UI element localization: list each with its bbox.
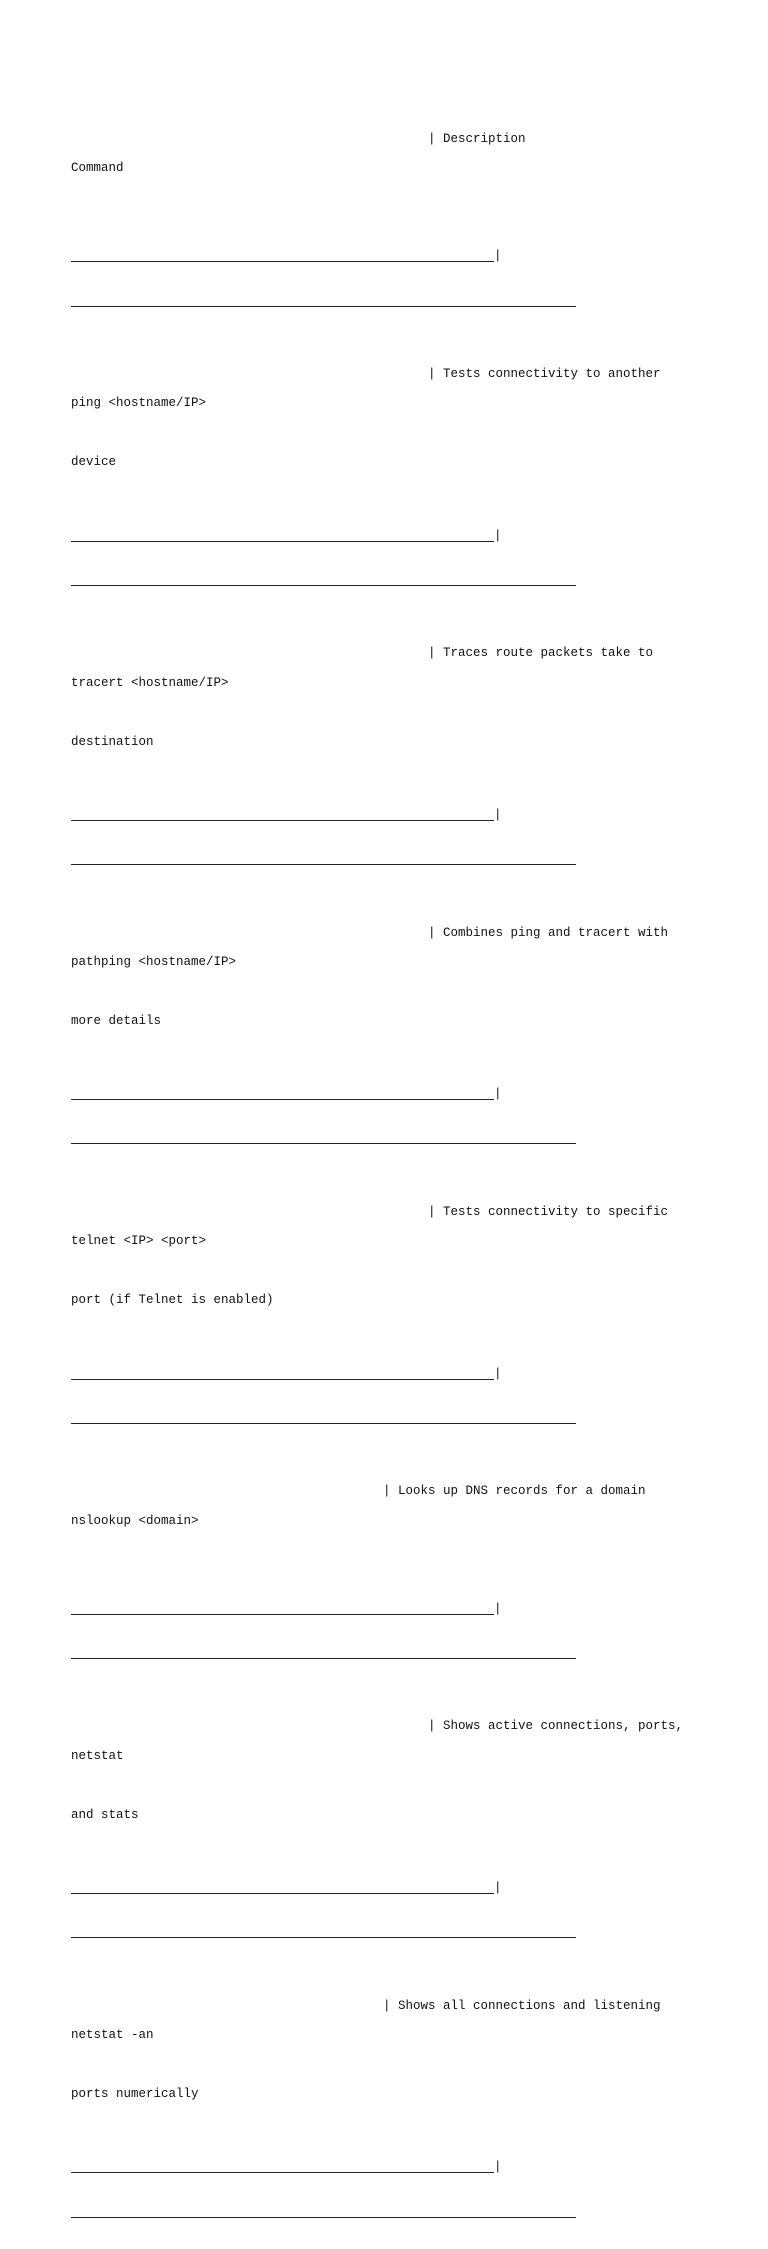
row-separator xyxy=(71,808,711,823)
row-description-wrap: destination xyxy=(71,734,154,749)
row-separator xyxy=(71,2205,711,2220)
row-description: | Shows all connections and listening xyxy=(383,1998,661,2013)
header-command: Command xyxy=(71,161,124,176)
row-description: | Tests connectivity to another xyxy=(428,367,661,382)
separator-bar: | xyxy=(494,528,502,543)
row-command: nslookup <domain> xyxy=(71,1513,199,1528)
row-description: | Tests connectivity to specific xyxy=(428,1204,669,1219)
table-row xyxy=(71,1205,711,1337)
row-separator xyxy=(71,529,711,544)
separator-rule xyxy=(71,2172,494,2173)
row-command: telnet <IP> <port> xyxy=(71,1234,207,1249)
command-table xyxy=(71,73,711,2249)
separator-rule xyxy=(71,1614,494,1615)
row-description-wrap: port (if Telnet is enabled) xyxy=(71,1293,274,1308)
separator-bar: | xyxy=(494,808,502,823)
row-description-wrap: more details xyxy=(71,1013,162,1028)
row-description-wrap: ports numerically xyxy=(71,2086,199,2101)
row-description: | Combines ping and tracert with xyxy=(428,925,669,940)
table-row xyxy=(71,1719,711,1851)
row-command: netstat -an xyxy=(71,2028,154,2043)
header-description: | Description xyxy=(428,131,526,146)
row-command: tracert <hostname/IP> xyxy=(71,675,229,690)
separator-rule xyxy=(71,1937,576,1938)
separator-rule xyxy=(71,1893,494,1894)
separator-rule xyxy=(71,261,494,262)
row-separator xyxy=(71,1087,711,1102)
row-separator xyxy=(71,1646,711,1661)
table-row xyxy=(71,926,711,1058)
row-description: | Looks up DNS records for a domain xyxy=(383,1484,646,1499)
separator-rule xyxy=(71,585,576,586)
separator-rule xyxy=(71,1379,494,1380)
separator-bar: | xyxy=(494,1601,502,1616)
separator-rule xyxy=(71,541,494,542)
separator-rule xyxy=(71,1423,576,1424)
separator-bar: | xyxy=(494,1366,502,1381)
separator-rule xyxy=(71,864,576,865)
row-separator xyxy=(71,1411,711,1426)
row-description: | Traces route packets take to xyxy=(428,646,654,661)
separator-rule xyxy=(71,1099,494,1100)
row-command: pathping <hostname/IP> xyxy=(71,955,237,970)
separator-bar: | xyxy=(494,1087,502,1102)
row-separator xyxy=(71,249,711,264)
row-command: netstat xyxy=(71,1748,124,1763)
table-row xyxy=(71,1484,711,1572)
separator-rule xyxy=(71,820,494,821)
row-separator xyxy=(71,1881,711,1896)
separator-bar: | xyxy=(494,249,502,264)
row-separator xyxy=(71,1367,711,1382)
table-row xyxy=(71,367,711,499)
row-description: | Shows active connections, ports, xyxy=(428,1719,684,1734)
row-separator xyxy=(71,1131,711,1146)
row-separator xyxy=(71,2160,711,2175)
row-separator xyxy=(71,1602,711,1617)
table-row xyxy=(71,1999,711,2131)
row-separator xyxy=(71,294,711,309)
separator-rule xyxy=(71,2217,576,2218)
row-separator xyxy=(71,852,711,867)
separator-rule xyxy=(71,1658,576,1659)
separator-rule xyxy=(71,306,576,307)
row-description-wrap: and stats xyxy=(71,1807,139,1822)
row-separator xyxy=(71,1925,711,1940)
separator-rule xyxy=(71,1143,576,1144)
table-header xyxy=(71,132,711,220)
separator-bar: | xyxy=(494,2160,502,2175)
separator-bar: | xyxy=(494,1881,502,1896)
row-description-wrap: device xyxy=(71,455,117,470)
row-separator xyxy=(71,573,711,588)
row-command: ping <hostname/IP> xyxy=(71,396,207,411)
table-row xyxy=(71,646,711,778)
